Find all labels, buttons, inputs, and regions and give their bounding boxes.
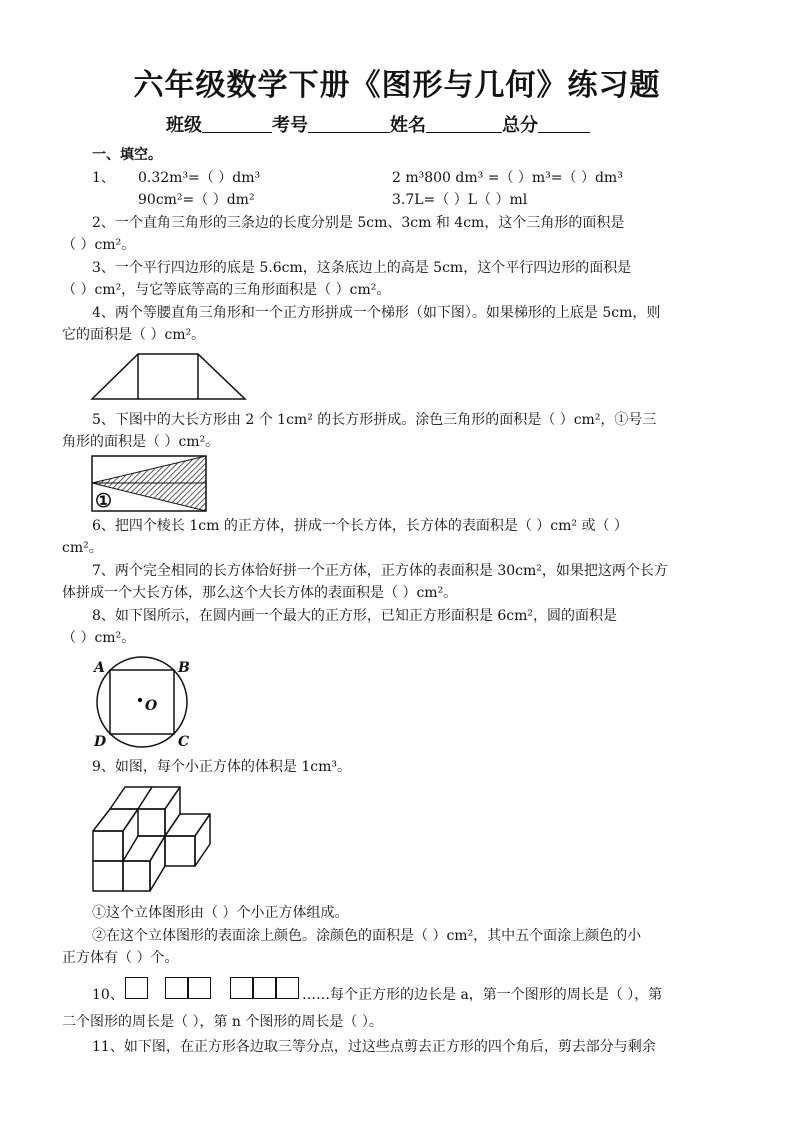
q9-sub2-line2: 正方体有（ ）个。 (62, 950, 179, 966)
exam-no-blank[interactable] (308, 114, 390, 133)
q11-line1: 11、如下图，在正方形各边取三等分点，过这些点剪去正方形的四个角后，剪去部分与剩余 (92, 1039, 656, 1055)
q1-part-b: 2 m³800 dm³ =（ ）m³=（ ）dm³ (392, 170, 623, 186)
section-fill-in-title: 一、填空。 (92, 147, 162, 163)
q4-line1: 4、两个等腰直角三角形和一个正方形拼成一个梯形（如下图）。如果梯形的上底是 5cm，则 (92, 305, 661, 321)
label-b: B (178, 660, 190, 676)
q7-line2: 体拼成一个大长方体，那么这个大长方体的表面积是（ ）cm²。 (62, 585, 458, 601)
q10-number: 10、 (92, 987, 124, 1003)
label-d: D (94, 734, 107, 750)
q2-line2: （ ）cm²。 (62, 237, 136, 253)
cube-stack-figure (90, 784, 220, 894)
q3-line1: 3、一个平行四边形的底是 5.6cm，这条底边上的高是 5cm，这个平行四边形的面积是 (92, 260, 632, 276)
q7-line1: 7、两个完全相同的长方体恰好拼一个正方体，正方体的表面积是 30cm²，如果把这两个长方 (92, 563, 668, 579)
student-info-header (166, 111, 590, 137)
q9-line1: 9、如图，每个小正方体的体积是 1cm³。 (92, 759, 351, 775)
score-label: 总分 (502, 115, 538, 136)
q10-line1: ……每个正方形的边长是 a，第一个图形的周长是（ ），第 (302, 987, 663, 1003)
q1-part-d: 3.7L=（ ）L（ ）ml (392, 192, 528, 208)
score-blank[interactable] (538, 114, 590, 133)
q5-line2: 角形的面积是（ ）cm²。 (62, 434, 220, 450)
q8-line1: 8、如下图所示，在圆内画一个最大的正方形，已知正方形面积是 6cm²，圆的面积是 (92, 608, 617, 624)
q3-line2: （ ）cm²，与它等底等高的三角形面积是（ ）cm²。 (62, 282, 391, 298)
name-blank[interactable] (426, 114, 502, 133)
class-blank[interactable] (202, 114, 272, 133)
q8-line2: （ ）cm²。 (62, 630, 136, 646)
page-title: 六年级数学下册《图形与几何》练习题 (133, 68, 661, 103)
label-a: A (94, 660, 105, 676)
q10-line2: 二个图形的周长是（ ），第 n 个图形的周长是（ ）。 (62, 1014, 383, 1030)
class-label: 班级 (166, 115, 202, 136)
q1-part-a: 0.32m³=（ ）dm³ (138, 170, 261, 186)
label-o: O (145, 698, 158, 714)
q1-number: 1、 (92, 170, 115, 186)
q9-sub2-line1: ②在这个立体图形的表面涂上颜色。涂颜色的面积是（ ）cm²，其中五个面涂上颜色的小 (92, 928, 642, 944)
q2-line1: 2、一个直角三角形的三条边的长度分别是 5cm、3cm 和 4cm，这个三角形的面积是 (92, 215, 625, 231)
q6-line1: 6、把四个棱长 1cm 的正方体，拼成一个长方体，长方体的表面积是（ ）cm² 或（ ） (92, 518, 628, 534)
q6-line2: cm²。 (62, 540, 103, 556)
q4-line2: 它的面积是（ ）cm²。 (62, 327, 206, 343)
exam-no-label: 考号 (272, 115, 308, 136)
q1-part-c: 90cm²=（ ）dm² (138, 192, 255, 208)
label-c: C (178, 734, 190, 750)
name-label: 姓名 (390, 115, 426, 136)
q5-line1: 5、下图中的大长方形由 2 个 1cm² 的长方形拼成。涂色三角形的面积是（ ）cm²，①号三 (92, 412, 657, 428)
q9-sub1: ①这个立体图形由（ ）个小正方体组成。 (92, 905, 349, 921)
q5-figure-label: ① (95, 490, 113, 512)
trapezoid-figure (90, 352, 250, 402)
